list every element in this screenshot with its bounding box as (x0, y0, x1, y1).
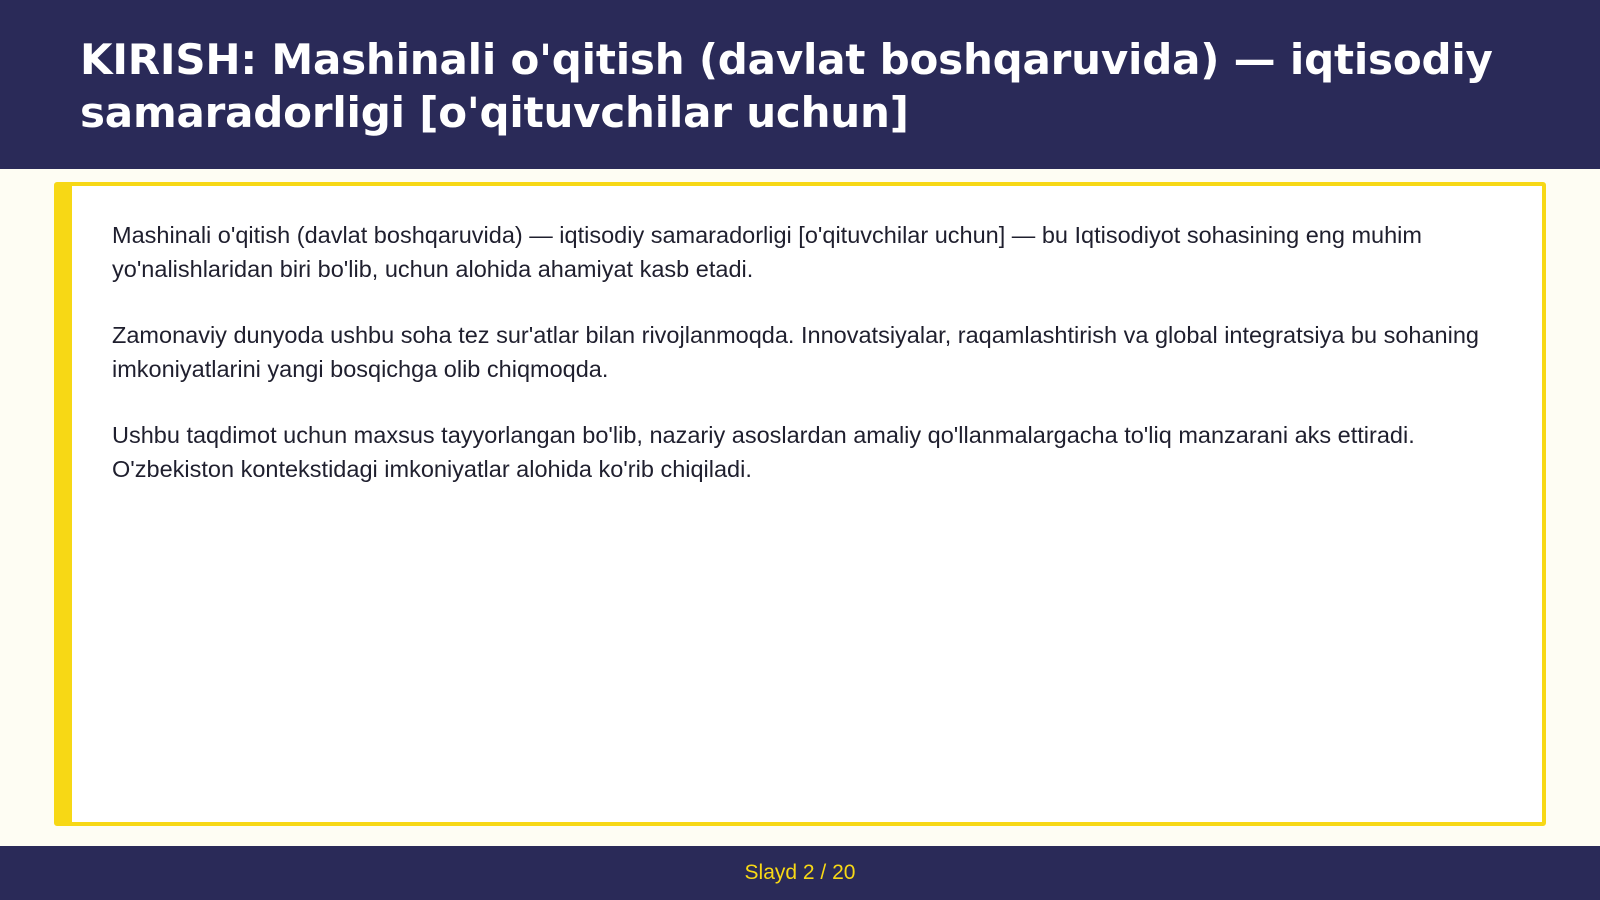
slide-title: KIRISH: Mashinali o'qitish (davlat boshqaruvida) — iqtisodiy samaradorligi [o'qituvchilar uchun] (80, 35, 1493, 137)
paragraph-presentation: Ushbu taqdimot uchun maxsus tayyorlangan bo'lib, nazariy asoslardan amaliy qo'llanmalargacha to'liq manzarani aks ettiradi. O'zbekiston kontekstidagi imkoniyatlar alohida ko'rib chiqiladi. (112, 422, 1415, 482)
paragraph-intro: Mashinali o'qitish (davlat boshqaruvida) — iqtisodiy samaradorligi [o'qituvchilar uchun] — bu Iqtisodiyot sohasining eng muhim yo'nalishlaridan biri bo'lib, uchun alohida ahamiyat kasb etadi. (112, 222, 1422, 282)
slide-counter: Slayd 2 / 20 (744, 861, 856, 884)
slide-header (0, 0, 1600, 169)
paragraph-modern-world: Zamonaviy dunyoda ushbu soha tez sur'atlar bilan rivojlanmoqda. Innovatsiyalar, raqamlashtirish va global integratsiya bu sohaning imkoniyatlarini yangi bosqichga olib chiqmoqda. (112, 322, 1479, 382)
content-box (54, 182, 1546, 826)
slide-footer (0, 846, 1600, 900)
